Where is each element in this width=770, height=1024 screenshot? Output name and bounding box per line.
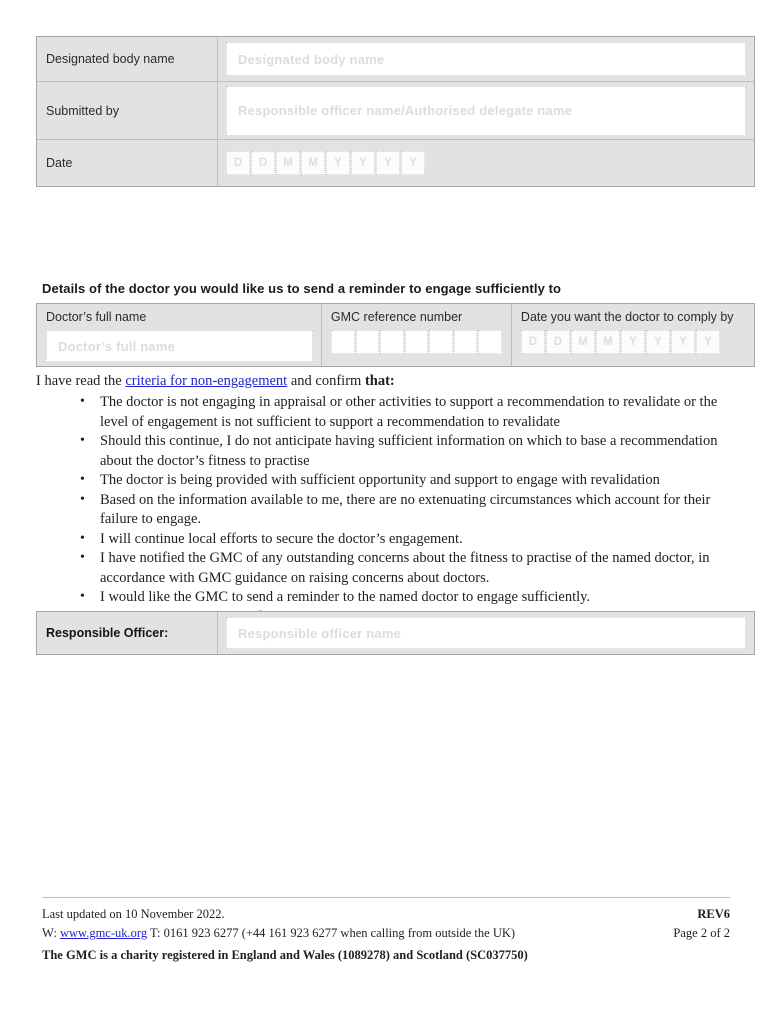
gmc-box-5[interactable] — [429, 330, 453, 354]
label-submitted-by: Submitted by — [37, 82, 218, 139]
responsible-officer-name-input[interactable]: Responsible officer name — [226, 617, 746, 649]
submitted-by-input[interactable]: Responsible officer name/Authorised delegate name — [226, 86, 746, 136]
list-item: • I will continue local efforts to secure the doctor’s engagement. — [36, 530, 746, 550]
gmc-box-1[interactable] — [331, 330, 355, 354]
footer-page-number: Page 2 of 2 — [673, 926, 730, 940]
label-comply-by-date: Date you want the doctor to comply by — [520, 310, 734, 324]
field-cell-date — [218, 140, 754, 186]
gmc-website-link[interactable]: www.gmc-uk.org — [59, 926, 148, 940]
confirmation-lead-line — [36, 372, 746, 391]
date-box-day-1[interactable]: D — [226, 151, 250, 175]
column-doctor-name — [37, 304, 322, 366]
footer-contact-line — [42, 924, 515, 943]
confirmation-statement-block — [36, 372, 746, 627]
field-cell-submitted-by — [218, 82, 754, 139]
date-box-year-4[interactable]: Y — [401, 151, 425, 175]
list-item: • The doctor is being provided with sufficient opportunity and support to engage with revalidation — [36, 471, 746, 491]
gmc-box-7[interactable] — [478, 330, 502, 354]
footer-last-updated: Last updated on 10 November 2022. — [42, 907, 225, 921]
footer-row-contact — [42, 924, 730, 943]
table-row-submitted-by — [37, 82, 754, 140]
gmc-box-4[interactable] — [405, 330, 429, 354]
gmc-box-6[interactable] — [454, 330, 478, 354]
list-item: • The doctor is not engaging in appraisal or other activities to support a recommendation to revalidate or the level of engagement is not sufficient to support a recommendation to revalidate — [36, 393, 746, 432]
date-box-year-3[interactable]: Y — [376, 151, 400, 175]
submission-date-boxes — [226, 151, 426, 175]
column-gmc-reference — [322, 304, 512, 366]
comply-date-box-year-4[interactable]: Y — [696, 330, 720, 354]
list-item: • Should this continue, I do not anticipate having sufficient information on which to base a recommendation about the doctor’s fitness to practise — [36, 432, 746, 471]
criteria-for-non-engagement-link[interactable]: criteria for non-engagement — [125, 373, 288, 389]
doctor-full-name-input[interactable]: Doctor’s full name — [46, 330, 313, 362]
list-item: • I would like the GMC to send a reminder to the named doctor to engage sufficiently. — [36, 588, 746, 608]
date-box-month-1[interactable]: M — [276, 151, 300, 175]
field-cell-responsible-officer — [218, 612, 754, 654]
label-designated-body-name: Designated body name — [37, 37, 218, 81]
label-gmc-reference-number: GMC reference number — [330, 310, 463, 324]
label-date: Date — [37, 140, 218, 186]
list-item: • Based on the information available to me, there are no extenuating circumstances which account for their failure to engage. — [36, 491, 746, 530]
comply-date-box-month-1[interactable]: M — [571, 330, 595, 354]
comply-date-box-year-2[interactable]: Y — [646, 330, 670, 354]
label-doctor-full-name: Doctor’s full name — [46, 310, 147, 324]
comply-date-box-day-2[interactable]: D — [546, 330, 570, 354]
list-item: • I have notified the GMC of any outstanding concerns about the fitness to practise of the named doctor, in accordance with GMC guidance on raising concerns about doctors. — [36, 549, 746, 588]
confirm-lead-prefix: I have read the — [36, 373, 126, 389]
doctor-details-table — [36, 303, 755, 367]
comply-date-box-day-1[interactable]: D — [521, 330, 545, 354]
designated-body-name-input[interactable]: Designated body name — [226, 42, 746, 76]
footer-revision: REV6 — [697, 907, 730, 921]
field-cell-designated-body-name — [218, 37, 754, 81]
gmc-box-2[interactable] — [356, 330, 380, 354]
date-box-year-1[interactable]: Y — [326, 151, 350, 175]
footer-charity-statement: The GMC is a charity registered in England and Wales (1089278) and Scotland (SC037750) — [42, 948, 528, 962]
confirmation-bullet-list — [36, 393, 746, 627]
page-footer — [42, 897, 730, 965]
label-responsible-officer: Responsible Officer: — [37, 612, 218, 654]
date-box-year-2[interactable]: Y — [351, 151, 375, 175]
footer-phone: T: 0161 923 6277 (+44 161 923 6277 when calling from outside the UK) — [147, 926, 516, 940]
submitter-details-table — [36, 36, 755, 187]
comply-date-box-year-1[interactable]: Y — [621, 330, 645, 354]
footer-web-prefix: W: — [42, 926, 60, 940]
gmc-box-3[interactable] — [380, 330, 404, 354]
date-box-month-2[interactable]: M — [301, 151, 325, 175]
responsible-officer-table — [36, 611, 755, 655]
comply-by-date-boxes — [521, 330, 746, 354]
table-row-responsible-officer — [37, 612, 754, 654]
section-heading-doctor-details: Details of the doctor you would like us to send a reminder to engage sufficiently to — [42, 281, 562, 296]
comply-date-box-month-2[interactable]: M — [596, 330, 620, 354]
table-row-date — [37, 140, 754, 186]
table-row-designated-body — [37, 37, 754, 82]
comply-date-box-year-3[interactable]: Y — [671, 330, 695, 354]
confirm-lead-middle: and confirm — [287, 373, 365, 389]
date-box-day-2[interactable]: D — [251, 151, 275, 175]
column-comply-by-date — [512, 304, 754, 366]
footer-row-updated — [42, 905, 730, 924]
confirm-lead-suffix: that: — [364, 373, 395, 389]
gmc-reference-number-boxes — [331, 330, 503, 354]
